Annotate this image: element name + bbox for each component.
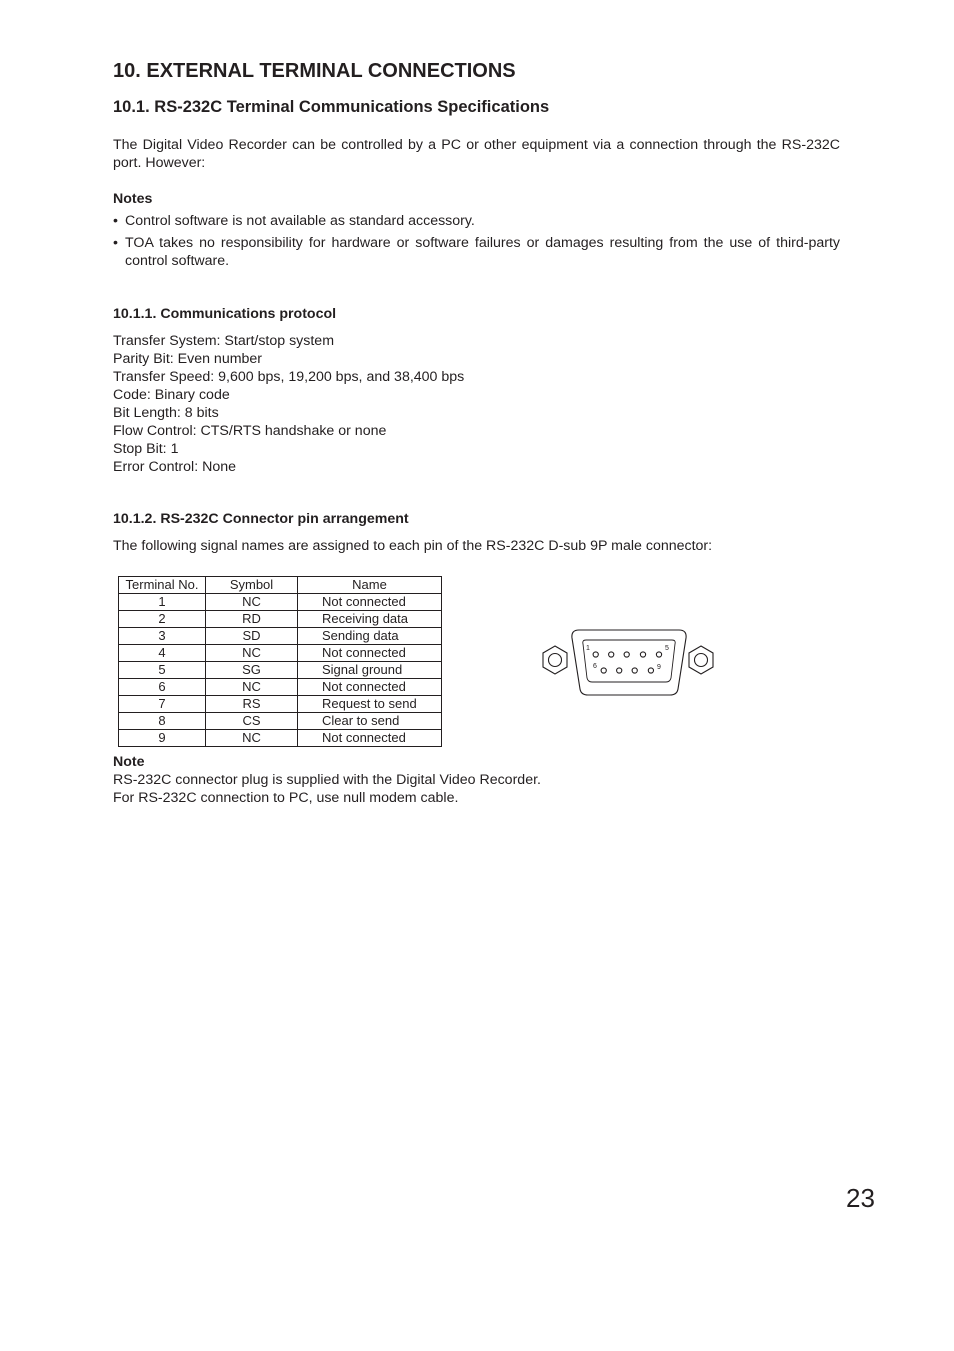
symbol-cell: SD [206,628,298,645]
table-row [119,679,442,696]
terminal-no-cell: 3 [119,628,206,645]
right-screw-nut [689,646,713,674]
symbol-cell: NC [206,594,298,611]
bullet-icon: • [113,213,118,229]
terminal-no-cell: 1 [119,594,206,611]
name-cell: Not connected [298,594,442,611]
name-cell: Not connected [298,679,442,696]
left-screw-hole [549,654,562,667]
pin [601,668,606,673]
protocol-heading: 10.1.1. Communications protocol [113,306,337,322]
table-row [119,645,442,662]
protocol-line: Flow Control: CTS/RTS handshake or none [113,423,387,439]
name-cell: Not connected [298,645,442,662]
left-screw-nut [543,646,567,674]
note-line: RS-232C connector plug is supplied with the Digital Video Recorder. [113,772,541,788]
protocol-line: Stop Bit: 1 [113,441,179,457]
terminal-no-cell: 4 [119,645,206,662]
protocol-line: Error Control: None [113,459,237,475]
name-cell: Signal ground [298,662,442,679]
page-number: 23 [846,1183,875,1213]
column-header: Name [298,577,442,594]
column-header: Symbol [206,577,298,594]
protocol-line: Transfer Speed: 9,600 bps, 19,200 bps, and 38,400 bps [113,369,465,385]
table-row [119,713,442,730]
pin-table [118,576,442,747]
symbol-cell: SG [206,662,298,679]
db9-connector-diagram [536,626,720,705]
name-cell: Receiving data [298,611,442,628]
connector-inner-d [583,640,675,682]
name-cell: Sending data [298,628,442,645]
table-row [119,662,442,679]
pin [609,652,614,657]
pin [617,668,622,673]
terminal-no-cell: 7 [119,696,206,713]
name-cell: Clear to send [298,713,442,730]
protocol-list [113,332,464,476]
subsection-title: 10.1. RS-232C Terminal Communications Specifications [113,98,550,116]
symbol-cell: RD [206,611,298,628]
name-cell: Not connected [298,730,442,747]
terminal-no-cell: 8 [119,713,206,730]
notes-item-text: TOA takes no responsibility for hardware or software failures or damages resulting from the use of third-party control software. [125,235,840,269]
connector-heading: 10.1.2. RS-232C Connector pin arrangement [113,511,409,527]
column-header: Terminal No. [119,577,206,594]
symbol-cell: NC [206,730,298,747]
protocol-line: Parity Bit: Even number [113,351,263,367]
symbol-cell: CS [206,713,298,730]
table-row [119,611,442,628]
pin [648,668,653,673]
bullet-icon: • [113,235,118,251]
pin-label-6: 6 [593,663,597,670]
table-row [119,696,442,713]
notes-item-text: Control software is not available as standard accessory. [125,213,475,229]
pin-label-9: 9 [657,664,661,671]
protocol-line: Bit Length: 8 bits [113,405,219,421]
notes-heading: Notes [113,191,153,207]
pin [593,652,598,657]
section-title: 10. EXTERNAL TERMINAL CONNECTIONS [113,60,516,82]
db9-connector-icon [536,626,720,700]
pin-table-body [119,594,442,747]
pin [656,652,661,657]
protocol-line: Transfer System: Start/stop system [113,333,335,349]
terminal-no-cell: 9 [119,730,206,747]
terminal-no-cell: 2 [119,611,206,628]
table-row [119,594,442,611]
intro-paragraph: The Digital Video Recorder can be controlled by a PC or other equipment via a connection through the RS-232C port. However: [113,137,840,171]
notes-item [113,212,840,230]
symbol-cell: RS [206,696,298,713]
protocol-line: Code: Binary code [113,387,230,403]
terminal-no-cell: 5 [119,662,206,679]
note-heading: Note [113,754,145,770]
pin [640,652,645,657]
note-line: For RS-232C connection to PC, use null modem cable. [113,790,459,806]
pin-label-1: 1 [586,645,590,652]
right-screw-hole [695,654,708,667]
table-row [119,730,442,747]
table-row [119,628,442,645]
pin [624,652,629,657]
symbol-cell: NC [206,645,298,662]
connector-intro: The following signal names are assigned to each pin of the RS-232C D-sub 9P male connector: [113,538,713,554]
pin-table-header-row [119,577,442,594]
pin-label-5: 5 [665,645,669,652]
terminal-no-cell: 6 [119,679,206,696]
notes-item [113,234,840,270]
symbol-cell: NC [206,679,298,696]
pin [632,668,637,673]
name-cell: Request to send [298,696,442,713]
